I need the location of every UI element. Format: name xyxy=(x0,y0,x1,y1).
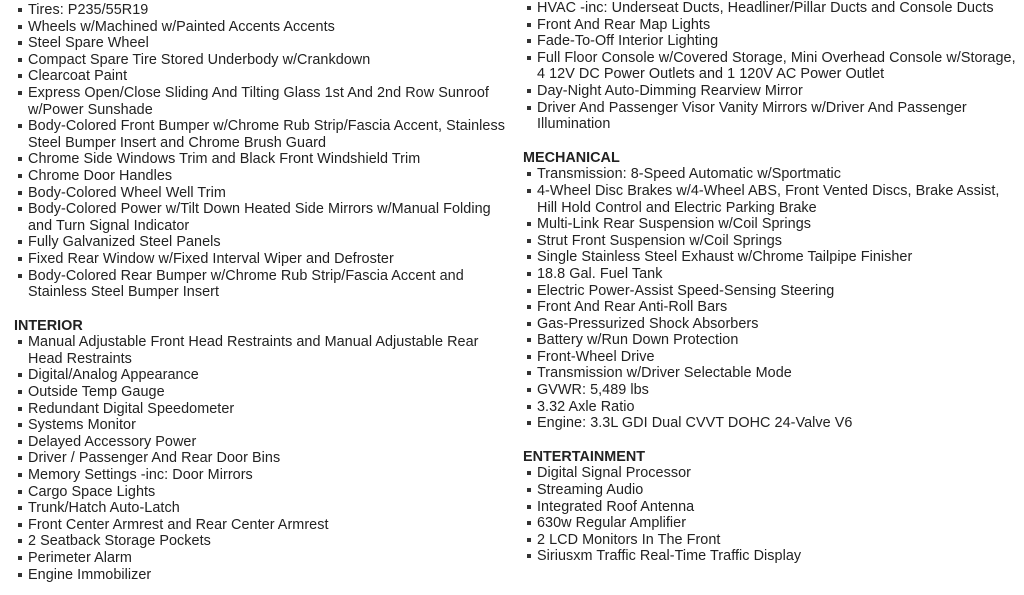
list-item: Driver / Passenger And Rear Door Bins xyxy=(14,450,514,467)
list-item: Streaming Audio xyxy=(523,482,1018,499)
list-item: Battery w/Run Down Protection xyxy=(523,332,1018,349)
list-item: Trunk/Hatch Auto-Latch xyxy=(14,500,514,517)
list-item: Chrome Door Handles xyxy=(14,168,514,185)
list-item: Delayed Accessory Power xyxy=(14,434,514,451)
list-item: Memory Settings -inc: Door Mirrors xyxy=(14,467,514,484)
list-item: Driver And Passenger Visor Vanity Mirrors w/Driver And Passenger Illumination xyxy=(523,100,1018,133)
right-column xyxy=(523,0,1018,565)
entertainment-feature-list xyxy=(523,465,1018,565)
list-item: Transmission w/Driver Selectable Mode xyxy=(523,365,1018,382)
list-item: Chrome Side Windows Trim and Black Front Windshield Trim xyxy=(14,151,514,168)
list-item: Multi-Link Rear Suspension w/Coil Springs xyxy=(523,216,1018,233)
entertainment-section xyxy=(523,449,1018,565)
list-item: Tires: P235/55R19 xyxy=(14,2,514,19)
list-item: Manual Adjustable Front Head Restraints and Manual Adjustable Rear Head Restraints xyxy=(14,334,514,367)
list-item: Siriusxm Traffic Real-Time Traffic Display xyxy=(523,548,1018,565)
list-item: GVWR: 5,489 lbs xyxy=(523,382,1018,399)
list-item: Digital Signal Processor xyxy=(523,465,1018,482)
list-item: Fully Galvanized Steel Panels xyxy=(14,234,514,251)
list-item: 4-Wheel Disc Brakes w/4-Wheel ABS, Front Vented Discs, Brake Assist, Hill Hold Control and Electric Parking Brake xyxy=(523,183,1018,216)
list-item: 2 Seatback Storage Pockets xyxy=(14,533,514,550)
list-item: Integrated Roof Antenna xyxy=(523,499,1018,516)
exterior-feature-list xyxy=(14,2,514,301)
list-item: Wheels w/Machined w/Painted Accents Accents xyxy=(14,19,514,36)
mechanical-heading: MECHANICAL xyxy=(523,149,620,166)
list-item: Body-Colored Front Bumper w/Chrome Rub Strip/Fascia Accent, Stainless Steel Bumper Insert and Chrome Brush Guard xyxy=(14,118,514,151)
list-item: Strut Front Suspension w/Coil Springs xyxy=(523,233,1018,250)
list-item: Body-Colored Power w/Tilt Down Heated Side Mirrors w/Manual Folding and Turn Signal Indicator xyxy=(14,201,514,234)
list-item: Engine Immobilizer xyxy=(14,567,514,584)
list-item: Steel Spare Wheel xyxy=(14,35,514,52)
list-item: Front-Wheel Drive xyxy=(523,349,1018,366)
list-item: Cargo Space Lights xyxy=(14,484,514,501)
interior-feature-list xyxy=(14,334,514,583)
list-item: Redundant Digital Speedometer xyxy=(14,401,514,418)
list-item: Front Center Armrest and Rear Center Armrest xyxy=(14,517,514,534)
list-item: Body-Colored Wheel Well Trim xyxy=(14,185,514,202)
list-item: Electric Power-Assist Speed-Sensing Steering xyxy=(523,283,1018,300)
list-item: Perimeter Alarm xyxy=(14,550,514,567)
list-item: HVAC -inc: Underseat Ducts, Headliner/Pillar Ducts and Console Ducts xyxy=(523,0,1018,17)
list-item: Express Open/Close Sliding And Tilting Glass 1st And 2nd Row Sunroof w/Power Sunshade xyxy=(14,85,514,118)
list-item: Compact Spare Tire Stored Underbody w/Crankdown xyxy=(14,52,514,69)
list-item: 18.8 Gal. Fuel Tank xyxy=(523,266,1018,283)
list-item: Body-Colored Rear Bumper w/Chrome Rub Strip/Fascia Accent and Stainless Steel Bumper Insert xyxy=(14,268,514,301)
mechanical-section xyxy=(523,150,1018,432)
list-item: Full Floor Console w/Covered Storage, Mini Overhead Console w/Storage, 4 12V DC Power Outlets and 1 120V AC Power Outlet xyxy=(523,50,1018,83)
list-item: Day-Night Auto-Dimming Rearview Mirror xyxy=(523,83,1018,100)
list-item: Clearcoat Paint xyxy=(14,68,514,85)
list-item: Gas-Pressurized Shock Absorbers xyxy=(523,316,1018,333)
list-item: Single Stainless Steel Exhaust w/Chrome Tailpipe Finisher xyxy=(523,249,1018,266)
left-column xyxy=(14,2,514,583)
list-item: Front And Rear Anti-Roll Bars xyxy=(523,299,1018,316)
interior-continued-feature-list xyxy=(523,0,1018,133)
list-item: 2 LCD Monitors In The Front xyxy=(523,532,1018,549)
interior-heading: INTERIOR xyxy=(14,317,83,334)
mechanical-feature-list xyxy=(523,166,1018,432)
list-item: Outside Temp Gauge xyxy=(14,384,514,401)
list-item: 630w Regular Amplifier xyxy=(523,515,1018,532)
list-item: Front And Rear Map Lights xyxy=(523,17,1018,34)
list-item: Engine: 3.3L GDI Dual CVVT DOHC 24-Valve V6 xyxy=(523,415,1018,432)
list-item: Systems Monitor xyxy=(14,417,514,434)
list-item: Transmission: 8-Speed Automatic w/Sportmatic xyxy=(523,166,1018,183)
list-item: Fade-To-Off Interior Lighting xyxy=(523,33,1018,50)
entertainment-heading: ENTERTAINMENT xyxy=(523,448,646,465)
interior-section xyxy=(14,318,514,584)
list-item: Digital/Analog Appearance xyxy=(14,367,514,384)
list-item: 3.32 Axle Ratio xyxy=(523,399,1018,416)
list-item: Fixed Rear Window w/Fixed Interval Wiper and Defroster xyxy=(14,251,514,268)
